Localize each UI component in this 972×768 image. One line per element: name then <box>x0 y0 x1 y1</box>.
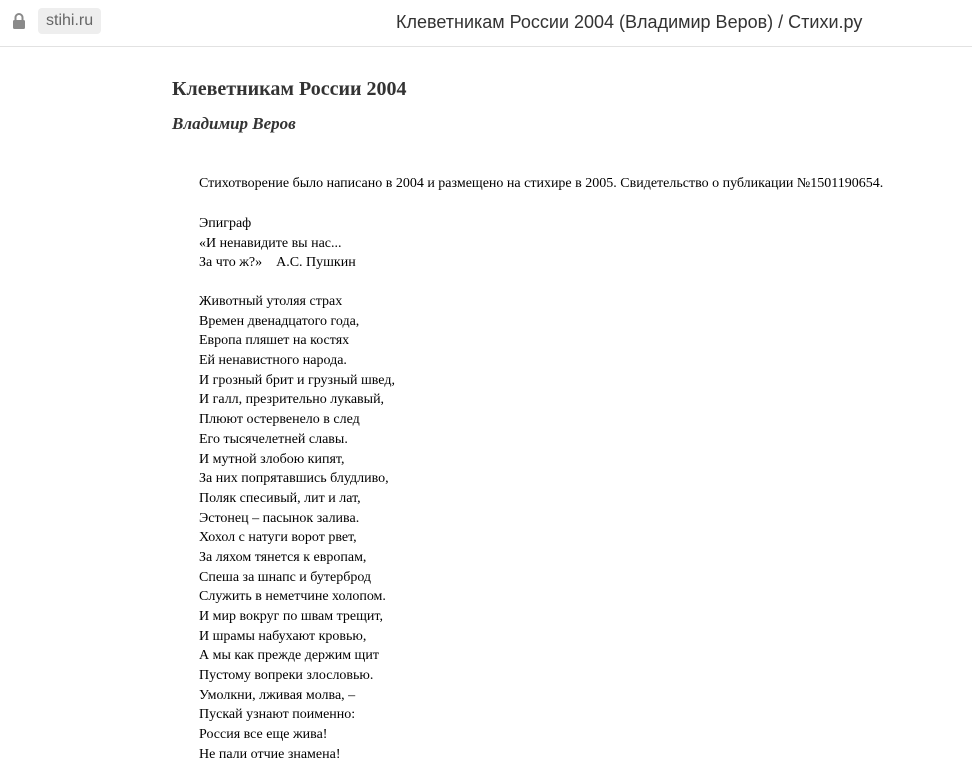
poem-line: Не пали отчие знамена! <box>199 746 341 762</box>
poem-verse <box>199 292 395 765</box>
poem-line: Его тысячелетней славы. <box>199 431 348 447</box>
poem-line: За них попрятавшись блудливо, <box>199 471 389 487</box>
poem-title: Клеветникам России 2004 <box>172 78 407 100</box>
poem-line: И мир вокруг по швам трещит, <box>199 609 383 624</box>
epigraph-line: «И ненавидите вы нас... <box>199 235 342 251</box>
domain-label[interactable]: stihi.ru <box>38 8 101 34</box>
poem-line: Умолкни, лживая молва, – <box>199 687 356 703</box>
epigraph-line: За что ж?» <box>199 255 263 271</box>
lock-icon <box>12 12 26 30</box>
epigraph-last-line <box>199 253 356 273</box>
poem-line: Европа пляшет на костях <box>199 333 350 349</box>
epigraph <box>199 214 356 273</box>
epigraph-source: А.С. Пушкин <box>276 255 356 271</box>
poem-line: Пускай узнают поименно: <box>199 707 356 723</box>
poem-line: Животный утоляя страх <box>199 294 343 309</box>
page-content <box>0 47 972 768</box>
epigraph-label: Эпиграф <box>199 216 252 231</box>
poem-line: Ей ненавистного народа. <box>199 353 347 369</box>
poem-line: И шрамы набухают кровью, <box>199 628 367 644</box>
poem-line: Времен двенадцатого года, <box>199 313 360 329</box>
poem-line: Поляк спесивый, лит и лат, <box>199 490 361 506</box>
poem-line: И грозный брит и грузный швед, <box>199 372 395 388</box>
poem-author[interactable]: Владимир Веров <box>172 114 296 133</box>
window-title: Клеветникам России 2004 (Владимир Веров) / Стихи.ру <box>396 12 863 32</box>
poem-line: Хохол с натуги ворот рвет, <box>199 530 357 546</box>
browser-title-bar <box>0 0 972 47</box>
poem-line: Спеша за шнапс и бутерброд <box>199 569 372 585</box>
poem-line: А мы как прежде держим щит <box>199 648 379 664</box>
poem-line: За ляхом тянется к европам, <box>199 549 367 565</box>
poem-line: И мутной злобою кипят, <box>199 451 345 467</box>
poem-line: Плюют остервенело в след <box>199 412 360 428</box>
poem-line: И галл, презрительно лукавый, <box>199 392 385 408</box>
poem-line: Эстонец – пасынок залива. <box>199 510 360 526</box>
poem-intro: Стихотворение было написано в 2004 и размещено на стихире в 2005. Свидетельство о публикации №1501190654. <box>199 176 884 191</box>
poem-line: Пустому вопреки злословью. <box>199 668 374 684</box>
poem-line: Россия все еще жива! <box>199 727 328 743</box>
poem-line: Служить в неметчине холопом. <box>199 589 386 605</box>
